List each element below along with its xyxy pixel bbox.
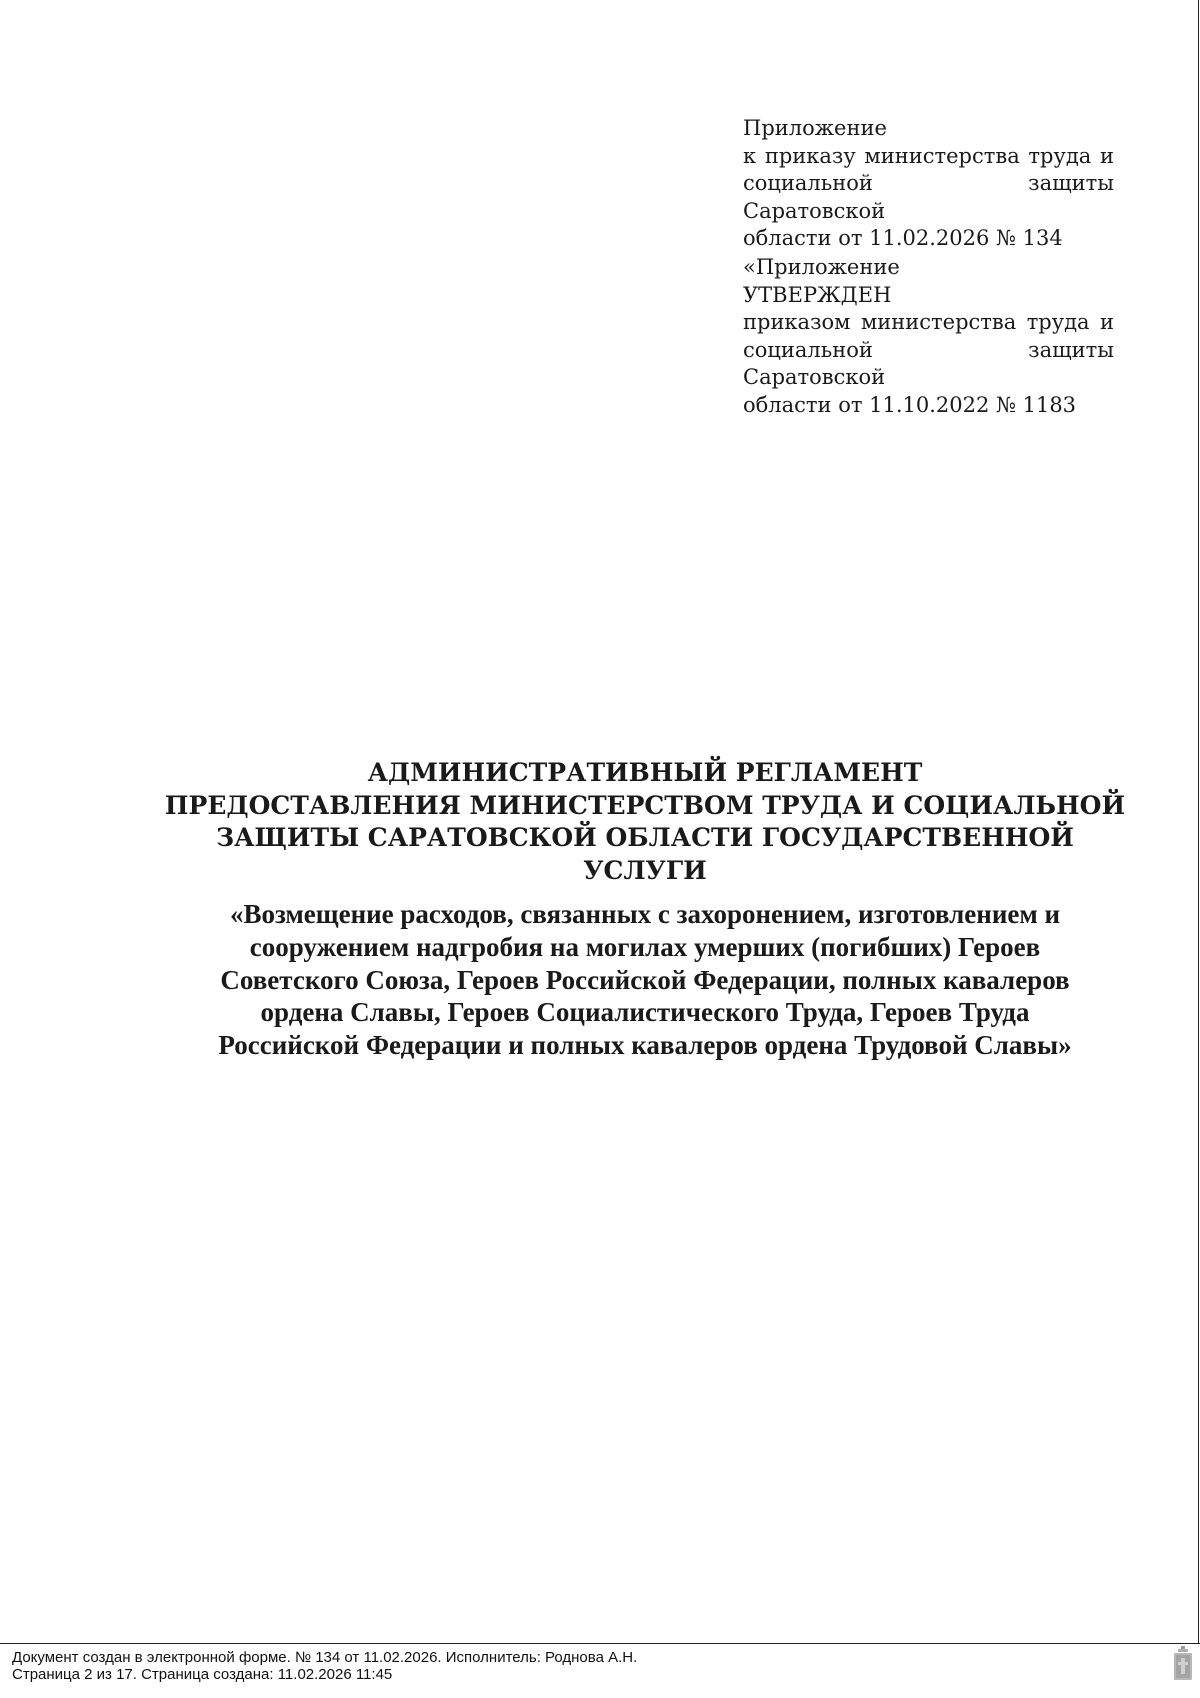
appendix-line: социальной защиты Саратовской [743,171,1114,223]
service-name-line: «Возмещение расходов, связанных с захоронением, изготовлением и [229,899,1061,929]
appendix-line: приказом министерства труда и [743,310,1114,334]
document-title [150,757,1140,888]
footer-page-info: Страница 2 из 17. Страница создана: 11.02.2026 11:45 [12,1666,393,1683]
appendix-heading: «Приложение [743,255,900,279]
title-line: ЗАЩИТЫ САРАТОВСКОЙ ОБЛАСТИ ГОСУДАРСТВЕННОЙ [216,823,1074,853]
footer-divider [0,1643,1200,1644]
service-name-line: ордена Славы, Героев Социалистического Труда, Героев Труда [260,997,1030,1028]
appendix-line: социальной защиты Саратовской [743,337,1114,389]
title-line: ПРЕДОСТАВЛЕНИЯ МИНИСТЕРСТВОМ ТРУДА И СОЦИАЛЬНОЙ [164,790,1126,820]
footer-document-info: Документ создан в электронной форме. № 134 от 11.02.2026. Исполнитель: Роднова А.Н. [12,1649,638,1666]
service-name-line: Российской Федерации и полных кавалеров ордена Трудовой Славы» [218,1030,1072,1061]
document-footer [12,1649,637,1683]
approved-label: УТВЕРЖДЕН [743,282,892,307]
service-name-line: Советского Союза, Героев Российской Федерации, полных кавалеров [220,964,1070,995]
title-line: УСЛУГИ [583,856,707,886]
title-line: АДМИНИСТРАТИВНЫЙ РЕГЛАМЕНТ [367,758,923,787]
page-border-right [1198,0,1199,1644]
appendix-order-date: области от 11.02.2026 № 134 [743,226,1063,250]
service-name-line: сооружением надгробия на могилах умерших (погибших) Героев [249,931,1041,962]
service-name [120,898,1170,1062]
appendix-line: к приказу министерства труда и [743,143,1114,168]
coat-of-arms-icon [1172,1646,1194,1682]
appendix-order-date: области от 11.10.2022 № 1183 [743,392,1077,417]
appendix-approved-order [743,254,1114,419]
appendix-heading: Приложение [743,116,887,140]
appendix-current-order [743,115,1114,253]
